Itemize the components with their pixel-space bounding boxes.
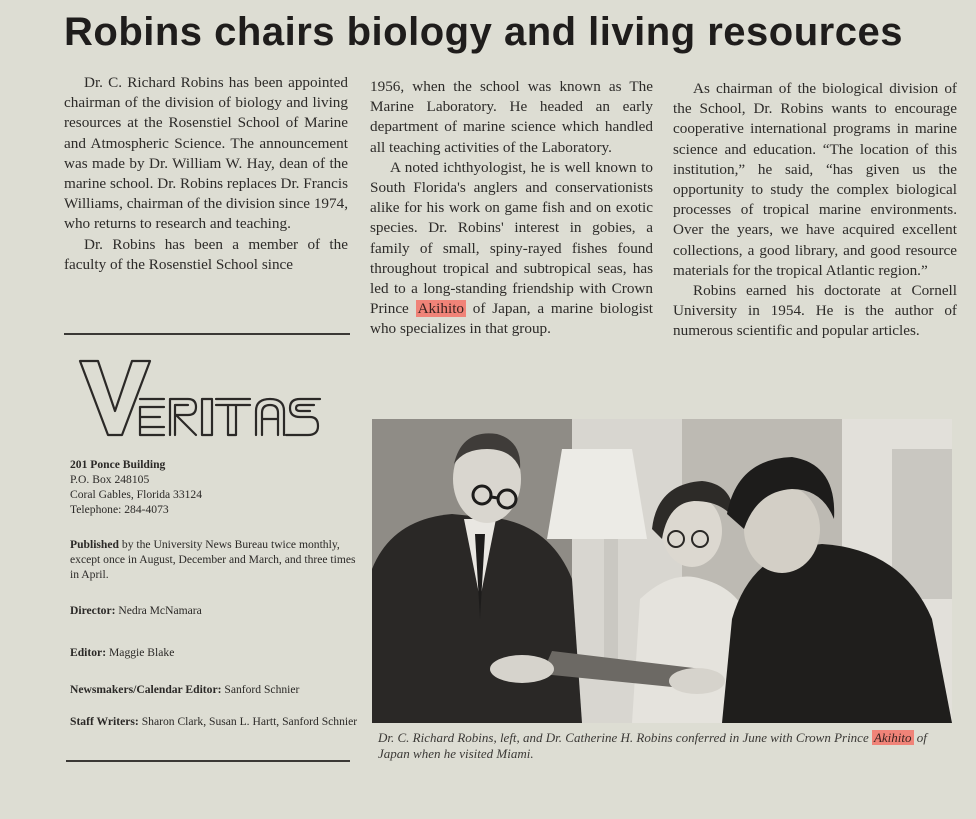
editor-name: Maggie Blake (108, 646, 175, 659)
article-paragraph: 1956, when the school was known as The Marine Laboratory. He headed an early department of marine science which handled all teaching activities of the Laboratory. (370, 78, 653, 156)
director-name: Nedra McNamara (118, 604, 202, 617)
staff-label: Staff Writers: (70, 715, 139, 728)
article-paragraph: Dr. C. Richard Robins has been appointed chairman of the division of biology and living resources at the Rosenstiel School of Marine and Atmospheric Science. The announcement was made by Dr. William W. Hay, dean of the marine school. Dr. Robins replaces Dr. Francis Williams, chairman of the division since 1974, who returns to research and teaching. (64, 74, 348, 233)
veritas-logo (78, 355, 328, 440)
masthead-published (70, 537, 360, 582)
address-line: Telephone: 284-4073 (70, 503, 169, 516)
newsmakers-name: Sanford Schnier (224, 683, 300, 696)
news-photo (372, 419, 952, 723)
highlighted-name: Akihito (417, 300, 465, 318)
masthead-editor (70, 645, 360, 660)
masthead-top-rule (64, 333, 350, 335)
published-label: Published (70, 538, 119, 551)
address-line: P.O. Box 248105 (70, 473, 150, 486)
article-paragraph: Robins earned his doctorate at Cornell University in 1954. He is the author of numerous scientific and popular articles. (673, 282, 957, 340)
article-paragraph: Dr. Robins has been a member of the faculty of the Rosenstiel School since (64, 235, 348, 273)
article-paragraph: As chairman of the biological division of the School, Dr. Robins wants to encourage cooperative international programs in marine science and education. “The location of this institution,” he said, “has given us the opportunity to study the complex biological processes of tropical marine environments. Over the years, we have acquired excellent collections, a good library, and good resource materials for the tropical Atlantic region.” (673, 80, 957, 279)
caption-text: Dr. C. Richard Robins, left, and Dr. Catherine H. Robins conferred in June with Crown Prince (378, 730, 869, 745)
address-line: 201 Ponce Building (70, 458, 166, 471)
photo-caption (378, 730, 958, 762)
article-text: A noted ichthyologist, he is well known to South Florida's anglers and conservationists alike for his work on game fish and on exotic species. Dr. Robins' interest in gobies, a family of small, spiny-rayed fishes found throughout tropical and subtropical seas, has led to a long-standing friendship with Crown Prince (370, 158, 653, 318)
article-text: of Japan, a marine biologist who specializes in that group. (370, 300, 653, 338)
article-column-2 (370, 77, 653, 340)
address-line: Coral Gables, Florida 33124 (70, 488, 203, 501)
editor-label: Editor: (70, 646, 107, 659)
staff-names: Sharon Clark, Susan L. Hartt, Sanford Schnier (141, 715, 358, 728)
published-text: by the University News Bureau twice monthly, except once in August, December and March, and three times in April. (70, 538, 356, 581)
photo-illustration (372, 419, 952, 723)
newsmakers-label: Newsmakers/Calendar Editor: (70, 683, 222, 696)
masthead-director (70, 603, 360, 618)
director-label: Director: (70, 604, 116, 617)
article-paragraph (370, 158, 653, 340)
article-column-3 (673, 79, 957, 342)
article-column-1 (64, 73, 348, 275)
masthead-staff (70, 714, 360, 729)
masthead-address (70, 457, 360, 517)
masthead-newsmakers (70, 682, 360, 697)
caption-highlighted-name: Akihito (873, 730, 912, 745)
masthead-bottom-rule (66, 760, 350, 762)
headline: Robins chairs biology and living resources (64, 10, 903, 54)
caption-text: of Japan when he visited Miami. (378, 730, 927, 761)
